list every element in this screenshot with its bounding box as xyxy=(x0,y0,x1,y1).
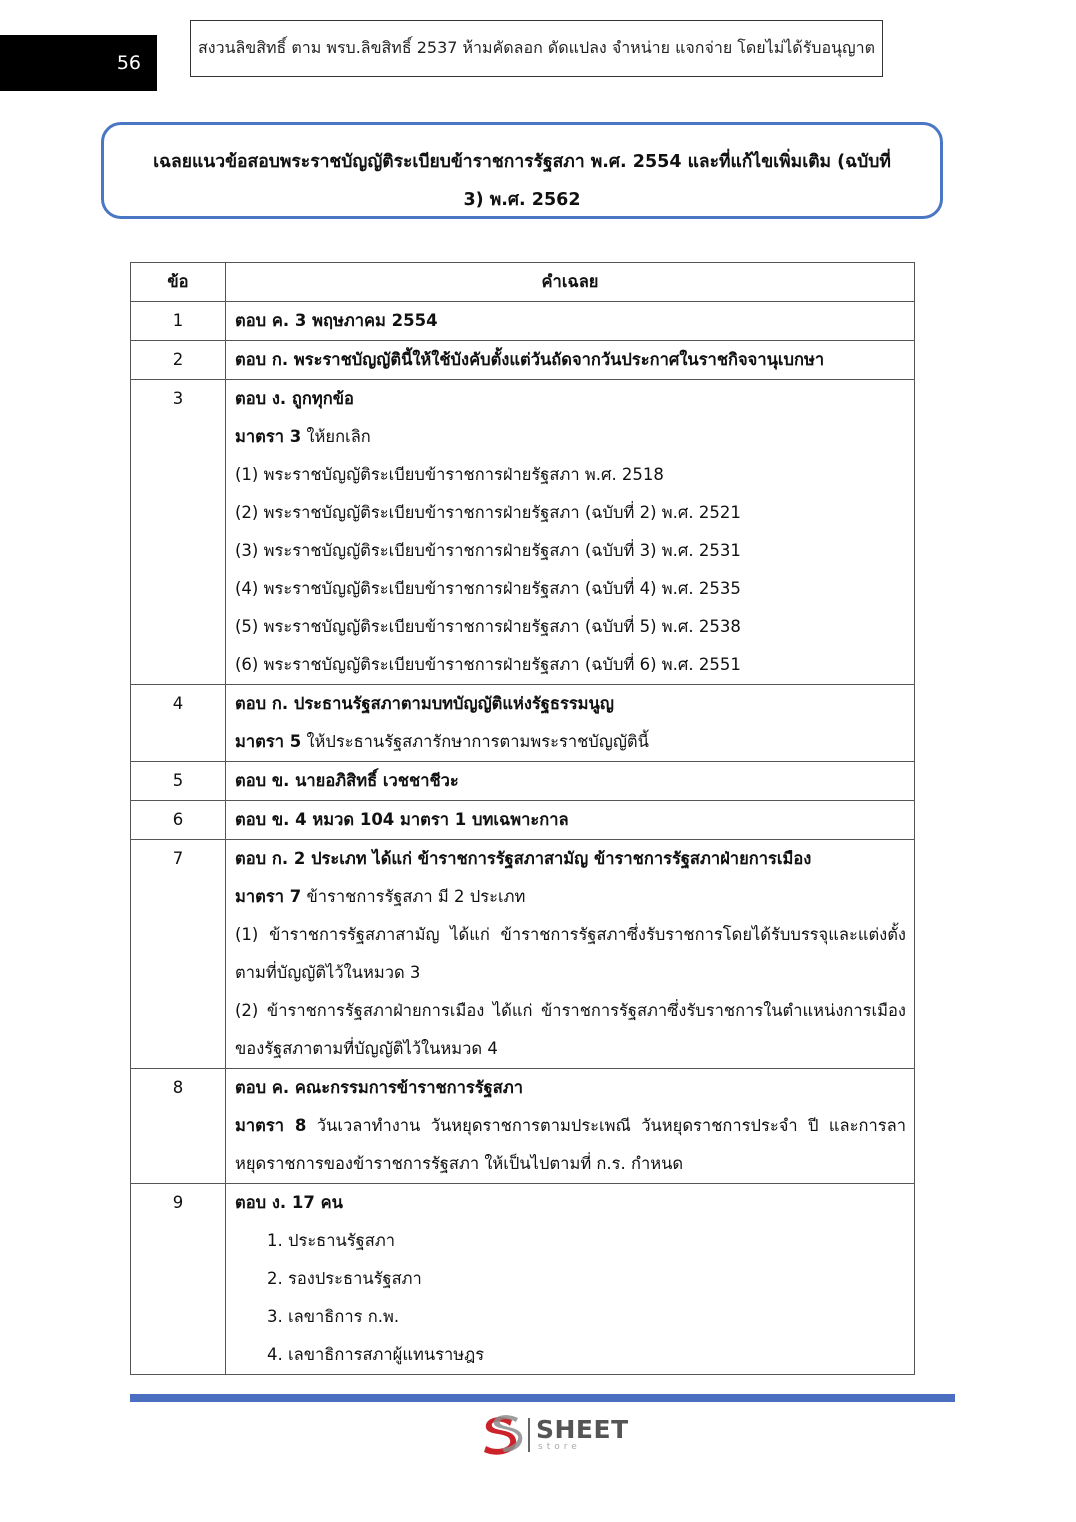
list-item: 4. เลขาธิการสภาผู้แทนราษฎร xyxy=(267,1345,485,1364)
question-number: 3 xyxy=(131,380,226,685)
list-item: (1) ข้าราชการรัฐสภาสามัญ ได้แก่ ข้าราชการรัฐสภาซึ่งรับราชการโดยได้รับบรรจุและแต่งตั้งตามที่บัญญัติไว้ในหมวด 3 xyxy=(235,925,906,982)
answer-table xyxy=(130,262,915,1375)
section-line xyxy=(235,878,906,916)
page-title xyxy=(101,122,943,219)
table-row xyxy=(131,1069,915,1184)
question-number: 1 xyxy=(131,302,226,341)
section-label: มาตรา 5 xyxy=(235,732,302,751)
answer-text: ตอบ ข. นายอภิสิทธิ์ เวชชาชีวะ xyxy=(235,771,459,790)
section-label: มาตรา 3 xyxy=(235,427,302,446)
table-row xyxy=(131,801,915,840)
section-text: ให้ประธานรัฐสภารักษาการตามพระราชบัญญัตินี้ xyxy=(301,732,649,751)
question-number: 2 xyxy=(131,341,226,380)
sheet-store-logo-icon xyxy=(478,1412,524,1458)
answer-text: ตอบ ข. 4 หมวด 104 มาตรา 1 บทเฉพาะกาล xyxy=(235,810,569,829)
list-item: (2) พระราชบัญญัติระเบียบข้าราชการฝ่ายรัฐสภา (ฉบับที่ 2) พ.ศ. 2521 xyxy=(235,503,741,522)
answer-text: ตอบ ค. คณะกรรมการข้าราชการรัฐสภา xyxy=(235,1078,523,1097)
list-item: (5) พระราชบัญญัติระเบียบข้าราชการฝ่ายรัฐสภา (ฉบับที่ 5) พ.ศ. 2538 xyxy=(235,617,741,636)
answer-text: ตอบ ก. พระราชบัญญัตินี้ให้ใช้บังคับตั้งแต่วันถัดจากวันประกาศในราชกิจจานุเบกษา xyxy=(235,350,825,369)
answer-text: ตอบ ง. 17 คน xyxy=(235,1193,343,1212)
answer-text: ตอบ ก. ประธานรัฐสภาตามบทบัญญัติแห่งรัฐธรรมนูญ xyxy=(235,694,614,713)
list-item: (1) พระราชบัญญัติระเบียบข้าราชการฝ่ายรัฐสภา พ.ศ. 2518 xyxy=(235,465,664,484)
question-number: 8 xyxy=(131,1069,226,1184)
answer-cell xyxy=(226,762,915,801)
logo-subtext: store xyxy=(538,1442,581,1452)
answer-cell xyxy=(226,685,915,762)
sheet-store-logo xyxy=(478,1412,628,1458)
logo-text: SHEET xyxy=(536,1415,629,1444)
table-row xyxy=(131,762,915,801)
section-line xyxy=(235,723,906,761)
answer-text: ตอบ ค. 3 พฤษภาคม 2554 xyxy=(235,311,438,330)
answer-cell xyxy=(226,1069,915,1184)
table-row xyxy=(131,302,915,341)
answer-cell xyxy=(226,840,915,1069)
list-item: (2) ข้าราชการรัฐสภาฝ่ายการเมือง ได้แก่ ข้าราชการรัฐสภาซึ่งรับราชการในตำแหน่งการเมืองของรัฐสภาตามที่บัญญัติไว้ในหมวด 4 xyxy=(235,1001,906,1058)
list-item: 2. รองประธานรัฐสภา xyxy=(267,1269,422,1288)
question-number: 4 xyxy=(131,685,226,762)
question-number: 7 xyxy=(131,840,226,1069)
section-label: มาตรา 7 xyxy=(235,887,302,906)
table-row xyxy=(131,1184,915,1375)
table-row xyxy=(131,341,915,380)
answer-cell xyxy=(226,302,915,341)
question-number: 9 xyxy=(131,1184,226,1375)
header-answer: คำเฉลย xyxy=(226,263,915,302)
header-no: ข้อ xyxy=(131,263,226,302)
copyright-notice: สงวนลิขสิทธิ์ ตาม พรบ.ลิขสิทธิ์ 2537 ห้ามคัดลอก ดัดแปลง จำหน่าย แจกจ่าย โดยไม่ได้รับอนุญาต xyxy=(190,20,883,77)
list-item: 3. เลขาธิการ ก.พ. xyxy=(267,1307,400,1326)
question-number: 6 xyxy=(131,801,226,840)
table-row xyxy=(131,685,915,762)
table-row xyxy=(131,380,915,685)
section-label: มาตรา 8 xyxy=(235,1116,307,1135)
section-line xyxy=(235,418,906,456)
list-item: (6) พระราชบัญญัติระเบียบข้าราชการฝ่ายรัฐสภา (ฉบับที่ 6) พ.ศ. 2551 xyxy=(235,655,741,674)
list-item: (4) พระราชบัญญัติระเบียบข้าราชการฝ่ายรัฐสภา (ฉบับที่ 4) พ.ศ. 2535 xyxy=(235,579,741,598)
answer-cell xyxy=(226,380,915,685)
section-text: ให้ยกเลิก xyxy=(301,427,371,446)
logo-divider xyxy=(528,1418,530,1452)
answer-text: ตอบ ก. 2 ประเภท ได้แก่ ข้าราชการรัฐสภาสามัญ ข้าราชการรัฐสภาฝ่ายการเมือง xyxy=(235,849,812,868)
section-line xyxy=(235,1107,906,1183)
list-item: 1. ประธานรัฐสภา xyxy=(267,1231,395,1250)
table-header-row xyxy=(131,263,915,302)
answer-cell xyxy=(226,1184,915,1375)
title-line-2: 3) พ.ศ. 2562 xyxy=(463,190,581,210)
table-row xyxy=(131,840,915,1069)
title-line-1: เฉลยแนวข้อสอบพระราชบัญญัติระเบียบข้าราชการรัฐสภา พ.ศ. 2554 และที่แก้ไขเพิ่มเติม (ฉบับที่ xyxy=(153,152,891,172)
list-item: (3) พระราชบัญญัติระเบียบข้าราชการฝ่ายรัฐสภา (ฉบับที่ 3) พ.ศ. 2531 xyxy=(235,541,741,560)
section-text: วันเวลาทำงาน วันหยุดราชการตามประเพณี วันหยุดราชการประจำ ปี และการลาหยุดราชการของข้าราชการรัฐสภา ให้เป็นไปตามที่ ก.ร. กำหนด xyxy=(235,1116,907,1173)
question-number: 5 xyxy=(131,762,226,801)
footer-bar xyxy=(130,1394,955,1402)
answer-cell xyxy=(226,801,915,840)
answer-cell xyxy=(226,341,915,380)
section-text: ข้าราชการรัฐสภา มี 2 ประเภท xyxy=(301,887,526,906)
answer-text: ตอบ ง. ถูกทุกข้อ xyxy=(235,389,354,408)
page-number: 56 xyxy=(0,35,157,91)
